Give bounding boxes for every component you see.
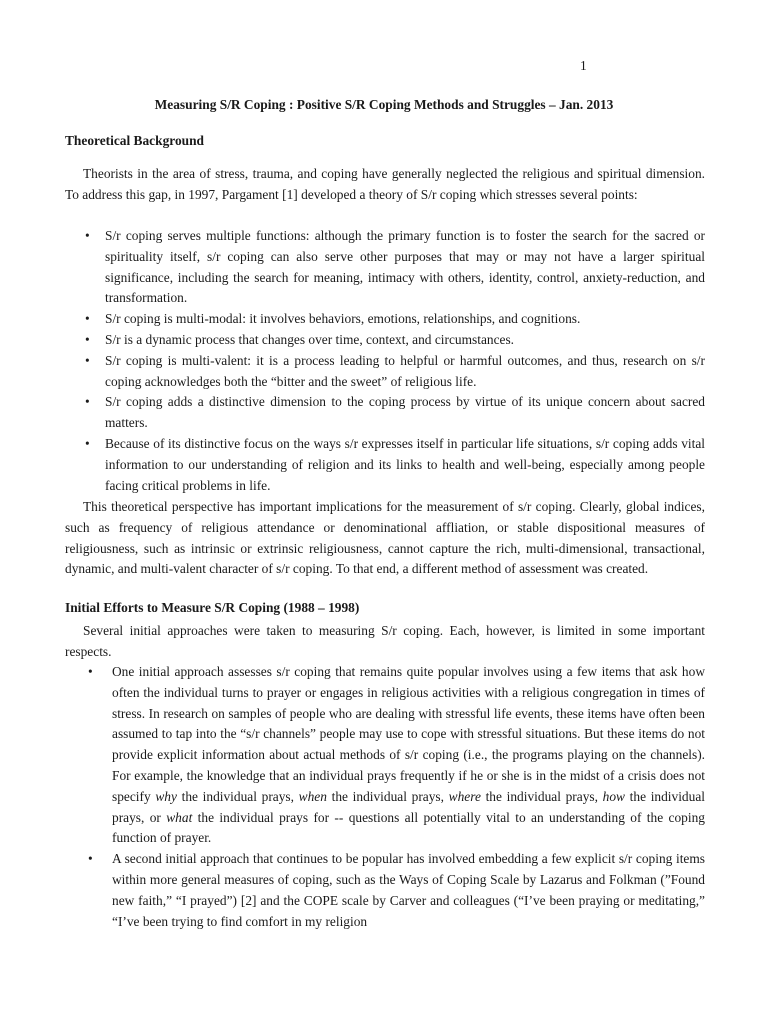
bullet-item bbox=[65, 849, 705, 932]
theory-bullet-list bbox=[65, 226, 705, 496]
bullet-text: S/r coping is multi-modal: it involves behaviors, emotions, relationships, and cognitions. bbox=[105, 311, 581, 327]
bullet-text: S/r is a dynamic process that changes over time, context, and circumstances. bbox=[105, 331, 515, 347]
bullet-icon: • bbox=[88, 664, 93, 679]
page-number: 1 bbox=[580, 58, 587, 73]
bullet-icon: • bbox=[85, 228, 90, 243]
approaches-paragraph: Several initial approaches were taken to measuring S/r coping. Each, however, is limited in some important respects. bbox=[65, 623, 705, 659]
bullet-text: Because of its distinctive focus on the ways s/r expresses itself in particular life situations, s/r coping adds vital information to our understanding of religion and its links to health and well-being, especially among people facing critical problems in life. bbox=[105, 435, 705, 493]
bullet-text: S/r coping adds a distinctive dimension to the coping process by virtue of its unique concern about sacred matters. bbox=[105, 394, 705, 431]
intro-paragraph: Theorists in the area of stress, trauma, and coping have generally neglected the religious and spiritual dimension. To address this gap, in 1997, Pargament [1] developed a theory of S/r coping which stresses several points: bbox=[65, 166, 705, 202]
bullet-text: S/r coping serves multiple functions: although the primary function is to foster the search for the sacred or spirituality itself, s/r coping can also serve other purposes that may or may not have a larger spiritual significance, including the search for meaning, intimacy with others, identity, control, anxiety-reduction, and transformation. bbox=[105, 228, 705, 306]
section-heading-theoretical-background: Theoretical Background bbox=[65, 133, 204, 148]
bullet-icon: • bbox=[88, 851, 93, 867]
bullet-icon: • bbox=[85, 394, 90, 410]
approaches-bullet-list bbox=[65, 662, 705, 932]
bullet-item bbox=[65, 226, 705, 309]
bullet-item bbox=[65, 330, 705, 351]
implications-paragraph: This theoretical perspective has important implications for the measurement of s/r coping. Clearly, global indices, such as frequency of religious attendance or denominational affliation, or stable dispositional measures of religiousness, such as intrinsic or extrinsic religiousness, cannot capture the rich, multi-dimensional, transactional, dynamic, and multi-valent character of s/r coping. To that end, a different method of assessment was created. bbox=[65, 499, 705, 577]
bullet-text: S/r coping is multi-valent: it is a process leading to helpful or harmful outcomes, and thus, research on s/r coping acknowledges both the “bitter and the sweet” of religious life. bbox=[105, 352, 705, 389]
bullet-item bbox=[65, 434, 705, 496]
bullet-item bbox=[65, 309, 705, 330]
bullet-icon: • bbox=[85, 435, 90, 451]
bullet-text: One initial approach assesses s/r coping that remains quite popular involves using a few items that ask how often the individual turns to prayer or engages in religious activities with a religious congregation in times of stress. In research on samples of people who are dealing with stressful life events, these items have often been assumed to tap into the “s/r channels” people may use to cope with stressful situations. But these items do not provide explicit information about actual methods of s/r coping (i.e., the programs playing on the channels). For example, the knowledge that an individual prays frequently if he or she is in the midst of a crisis does not specify why the individual prays, when the individual prays, where the individual prays, how the individual prays, or what the individual prays for -- questions all potentially vital to an understanding of the coping function of prayer. bbox=[112, 664, 705, 846]
document-title: Measuring S/R Coping : Positive S/R Coping Methods and Struggles – Jan. 2013 bbox=[154, 97, 614, 112]
bullet-text: A second initial approach that continues to be popular has involved embedding a few explicit s/r coping items within more general measures of coping, such as the Ways of Coping Scale by Lazarus and Folkman (”Found new faith,” “I prayed”) [2] and the COPE scale by Carver and colleagues (“I’ve been praying or meditating,” “I’ve been trying to find comfort in my religion bbox=[112, 851, 705, 929]
bullet-item bbox=[65, 392, 705, 434]
bullet-icon: • bbox=[85, 311, 90, 327]
bullet-item bbox=[65, 662, 705, 849]
bullet-item bbox=[65, 351, 705, 393]
bullet-icon: • bbox=[85, 352, 90, 368]
bullet-icon: • bbox=[85, 331, 90, 347]
section-heading-initial-efforts: Initial Efforts to Measure S/R Coping (1988 – 1998) bbox=[65, 600, 360, 615]
